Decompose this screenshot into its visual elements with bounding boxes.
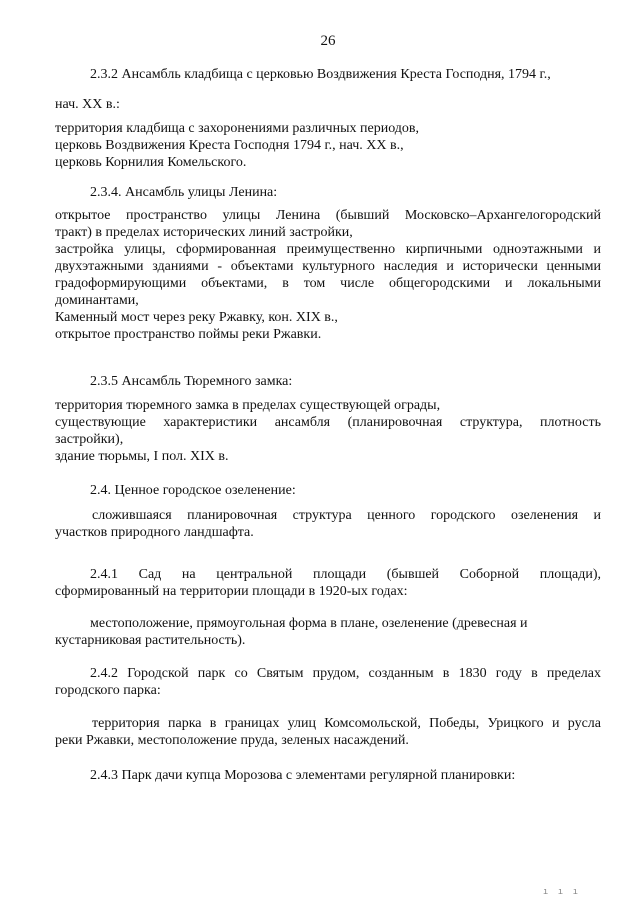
section-2-3-2-heading-cont (55, 96, 601, 113)
section-2-3-4-heading (55, 184, 601, 201)
list-item: территория тюремного замка в пределах существующей ограды, (55, 398, 441, 413)
paragraph-line: территория парка в границах улиц Комсомольской, Победы, Урицкого и русла (92, 716, 601, 731)
section-2-3-4-items (55, 207, 601, 343)
section-2-4-1-paragraph (55, 615, 601, 649)
heading-line: 2.4. Ценное городское озеленение: (90, 483, 296, 498)
section-2-4-2-paragraph (55, 715, 601, 749)
list-item-line: застройки), (55, 432, 124, 447)
section-2-3-5-heading (55, 373, 601, 390)
list-item: территория кладбища с захоронениями различных периодов, (55, 121, 420, 136)
section-2-4-2-heading (55, 665, 601, 699)
list-item: церковь Воздвижения Креста Господня 1794 г., нач. XX в., (55, 138, 404, 153)
paragraph-line: кустарниковая растительность). (55, 633, 246, 648)
section-2-3-2-items (55, 120, 601, 171)
list-item-line: существующие характеристики ансамбля (планировочная структура, плотность (55, 415, 601, 430)
section-2-4-paragraph (55, 507, 601, 541)
list-item-line: двухэтажными зданиями - объектами культурного наследия и исторически ценными (55, 259, 601, 274)
page-number: 26 (320, 33, 336, 49)
heading-line: сформированный на территории площади в 1920-ых годах: (55, 584, 408, 599)
section-2-3-2-heading (55, 66, 601, 83)
heading-line: 2.4.2 Городской парк со Святым прудом, созданным в 1830 году в пределах (90, 666, 601, 681)
paragraph-line: реки Ржавки, местоположение пруда, зеленых насаждений. (55, 733, 409, 748)
paragraph-line: участков природного ландшафта. (55, 525, 254, 540)
list-item: открытое пространство поймы реки Ржавки. (55, 327, 322, 342)
list-item-line: тракт) в пределах исторических линий застройки, (55, 225, 353, 240)
paragraph-line: сложившаяся планировочная структура ценного городского озеленения и (92, 508, 601, 523)
footer-mark: ı ı ı (542, 887, 580, 897)
heading-line: городского парка: (55, 683, 161, 698)
heading-line: 2.3.4. Ансамбль улицы Ленина: (90, 185, 278, 200)
list-item: церковь Корнилия Комельского. (55, 155, 247, 170)
section-2-3-5-items (55, 397, 601, 465)
heading-line: 2.4.1 Сад на центральной площади (бывшей Соборной площади), (90, 567, 601, 582)
list-item: Каменный мост через реку Ржавку, кон. XIX в., (55, 310, 338, 325)
list-item: здание тюрьмы, I пол. XIX в. (55, 449, 229, 464)
list-item-line: градоформирующими объектами, в том числе общегородскими и локальными (55, 276, 601, 291)
heading-line: 2.3.5 Ансамбль Тюремного замка: (90, 374, 293, 389)
section-2-4-heading (55, 482, 601, 499)
heading-line: нач. XX в.: (55, 97, 120, 112)
document-page (55, 0, 601, 905)
list-item-line: открытое пространство улицы Ленина (бывший Московско–Архангелогородский (55, 208, 601, 223)
list-item-line: застройка улицы, сформированная преимущественно кирпичными одноэтажными и (55, 242, 601, 257)
section-2-4-3-heading (55, 767, 601, 784)
section-2-4-1-heading (55, 566, 601, 600)
paragraph-line: местоположение, прямоугольная форма в плане, озеленение (древесная и (90, 616, 528, 631)
heading-line: 2.3.2 Ансамбль кладбища с церковью Воздвижения Креста Господня, 1794 г., (90, 67, 551, 82)
heading-line: 2.4.3 Парк дачи купца Морозова с элементами регулярной планировки: (90, 768, 516, 783)
list-item-line: доминантами, (55, 293, 139, 308)
